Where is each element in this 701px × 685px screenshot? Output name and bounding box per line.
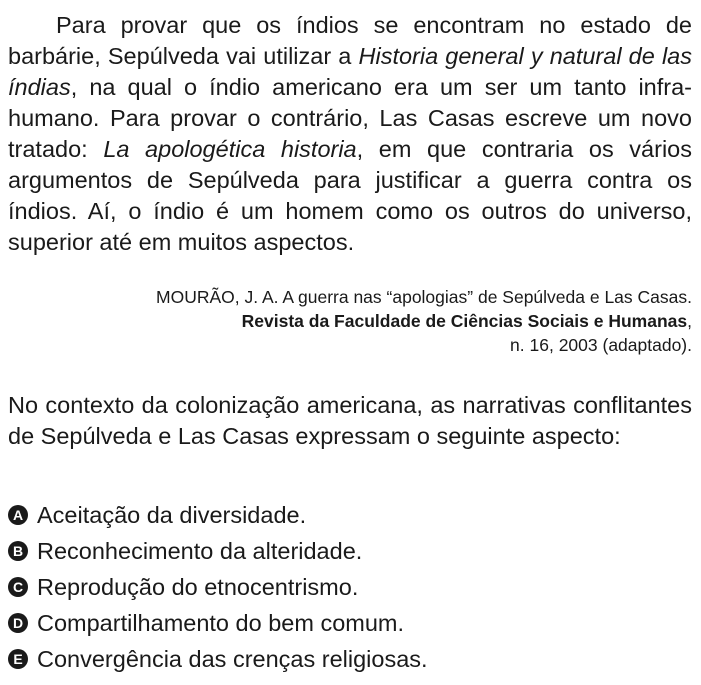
option-a-text: Aceitação da diversidade.: [37, 501, 307, 528]
passage-text: [8, 10, 692, 258]
citation-journal-line: [8, 309, 692, 333]
option-e-text: Convergência das crenças religiosas.: [37, 645, 428, 672]
citation-journal-title: Revista da Faculdade de Ciências Sociais e Humanas: [241, 311, 688, 331]
citation-journal-suffix: ,: [687, 311, 692, 331]
answer-options: [8, 497, 692, 677]
passage-book-title-2: La apologética historia: [103, 136, 357, 162]
option-c[interactable]: [8, 569, 692, 605]
citation-author-line: MOURÃO, J. A. A guerra nas “apologias” de Sepúlveda e Las Casas.: [156, 287, 692, 307]
passage-book-title-1: Historia general y natural de las índias: [8, 43, 692, 100]
option-c-letter-badge: C: [8, 577, 28, 597]
passage-part-2: , na qual o índio americano era um ser um tanto infra-humano. Para provar o contrário, Las Casas escreve um novo tratado:: [8, 74, 692, 162]
question-stem: No contexto da colonização americana, as narrativas conflitantes de Sepúlveda e Las Casas expressam o seguinte aspecto:: [8, 392, 692, 449]
option-b-text: Reconhecimento da alteridade.: [37, 537, 363, 564]
option-e[interactable]: [8, 641, 692, 677]
option-e-letter-badge: E: [8, 649, 28, 669]
option-b-letter-badge: B: [8, 541, 28, 561]
passage-part-1: Para provar que os índios se encontram no estado de barbárie, Sepúlveda vai utilizar a: [8, 12, 692, 69]
option-b[interactable]: [8, 533, 692, 569]
citation-issue-line: n. 16, 2003 (adaptado).: [510, 335, 692, 355]
option-d-letter-badge: D: [8, 613, 28, 633]
option-d-text: Compartilhamento do bem comum.: [37, 609, 405, 636]
option-a-letter-badge: A: [8, 505, 28, 525]
option-d[interactable]: [8, 605, 692, 641]
source-citation: [8, 285, 692, 357]
passage-part-3: , em que contraria os vários argumentos de Sepúlveda para justificar a guerra contra os índios. Aí, o índio é um homem como os outros do universo, superior até em muitos aspectos.: [8, 136, 692, 255]
option-a[interactable]: [8, 497, 692, 533]
option-c-text: Reprodução do etnocentrismo.: [37, 573, 359, 600]
